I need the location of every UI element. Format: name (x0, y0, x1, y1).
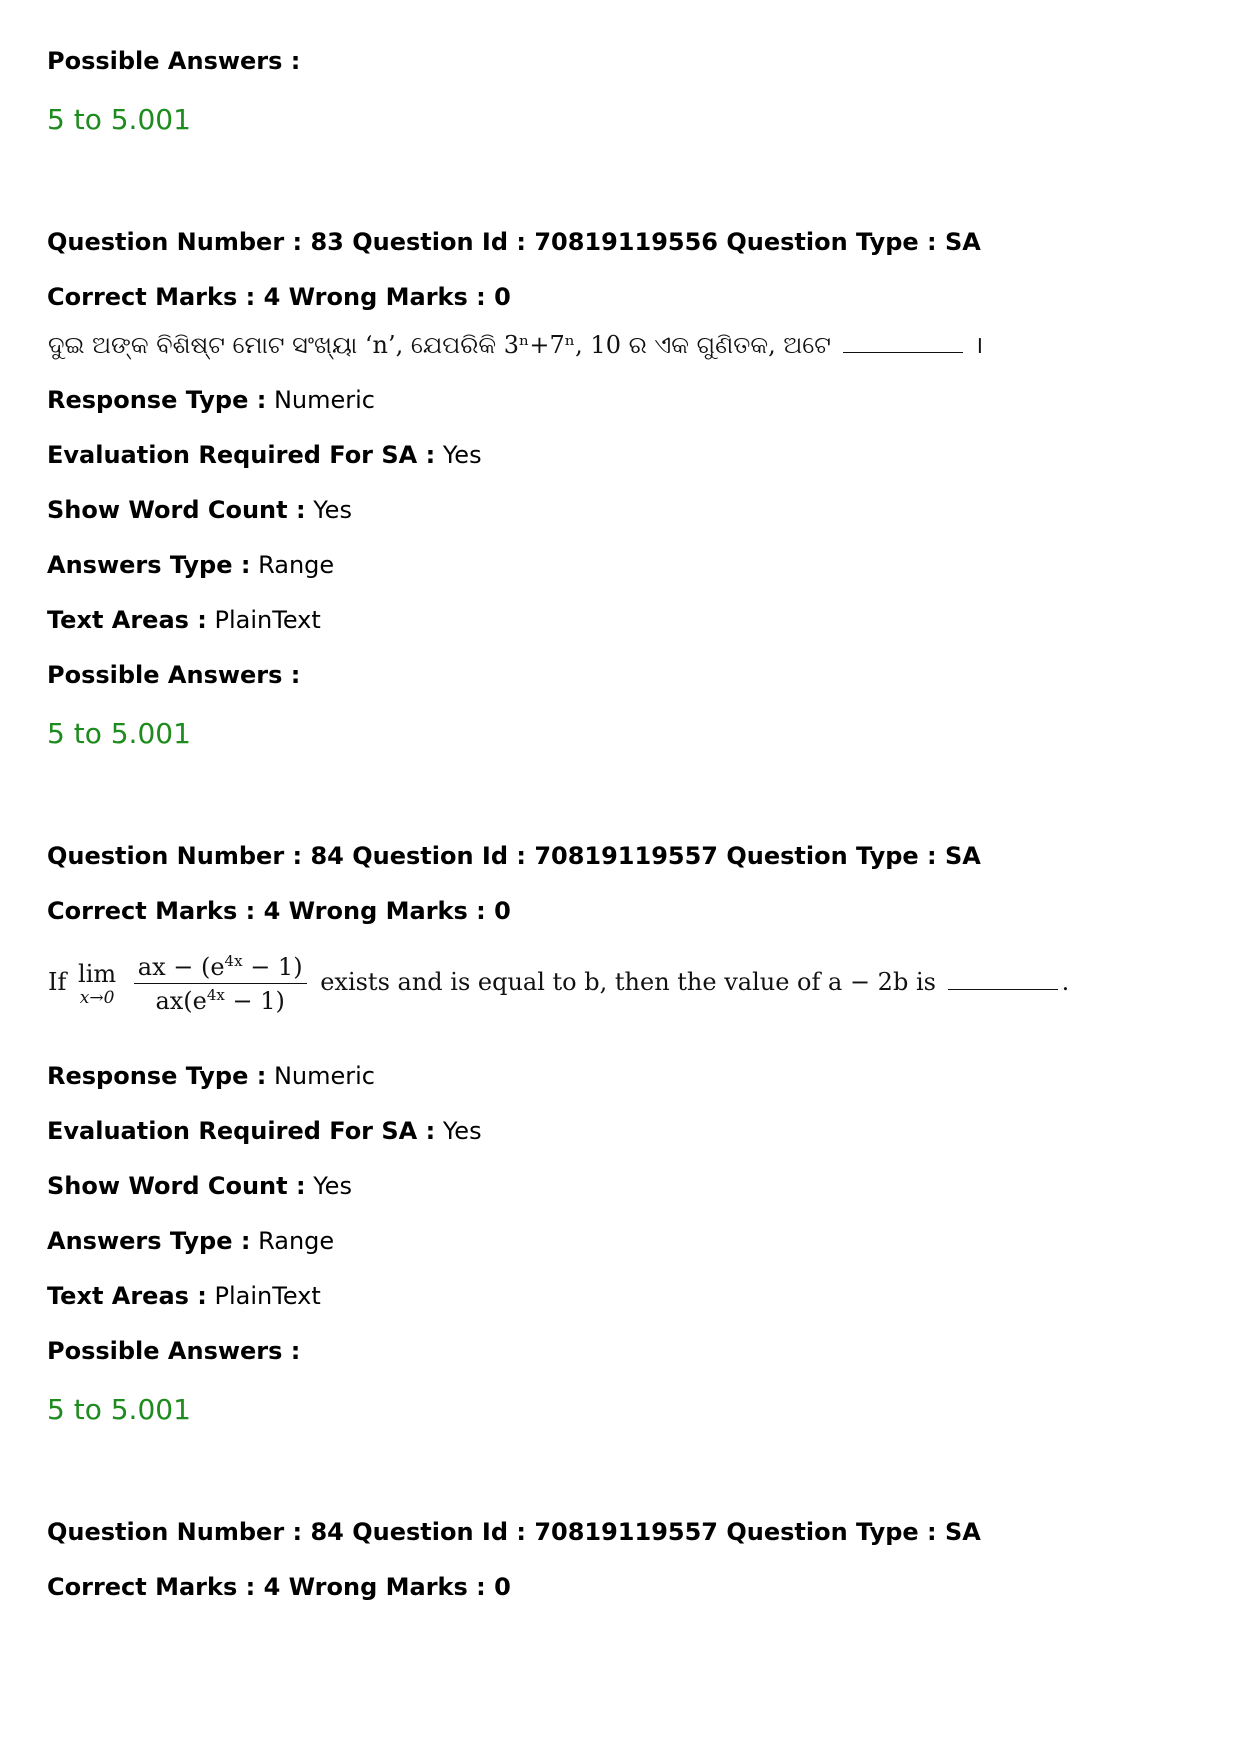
q84-end: . (1061, 968, 1070, 996)
lim-subscript: x→0 (79, 987, 115, 1008)
question-84b-header: Question Number : 84 Question Id : 70819119557 Question Type : SA (47, 1518, 981, 1546)
value: PlainText (214, 606, 321, 634)
value: Range (258, 1227, 335, 1255)
q83-possible-answers-label: Possible Answers : (47, 661, 301, 689)
limit-operator (78, 960, 116, 1008)
question-83-text (48, 328, 983, 361)
answer-blank (843, 334, 963, 353)
q84-evaluation-required (47, 1116, 482, 1146)
possible-answers-label: Possible Answers : (47, 47, 301, 75)
question-84b-marks: Correct Marks : 4 Wrong Marks : 0 (47, 1573, 511, 1601)
value: PlainText (214, 1282, 321, 1310)
q84-possible-answers-label: Possible Answers : (47, 1337, 301, 1365)
label: Answers Type : (47, 551, 251, 579)
q84-possible-answer-value: 5 to 5.001 (47, 1393, 191, 1426)
num-exponent: 4x (224, 952, 243, 970)
label: Evaluation Required For SA : (47, 441, 436, 469)
fraction-denominator (134, 984, 307, 1015)
den-part-a: ax(e (155, 987, 207, 1015)
q83-answers-type (47, 550, 334, 580)
question-84-header: Question Number : 84 Question Id : 70819119557 Question Type : SA (47, 842, 981, 870)
q84-answers-type (47, 1226, 334, 1256)
answer-blank (948, 971, 1058, 990)
value: Yes (313, 496, 352, 524)
q84-if: If (48, 968, 67, 996)
label: Response Type : (47, 1062, 267, 1090)
q83-show-word-count (47, 495, 352, 525)
value: Numeric (273, 1062, 375, 1090)
value: Yes (313, 1172, 352, 1200)
lim-text: lim (78, 959, 117, 988)
q84-show-word-count (47, 1171, 352, 1201)
question-84-text (48, 952, 1069, 1015)
q83-possible-answer-value: 5 to 5.001 (47, 717, 191, 750)
question-84-marks: Correct Marks : 4 Wrong Marks : 0 (47, 897, 511, 925)
q83-evaluation-required (47, 440, 482, 470)
label: Evaluation Required For SA : (47, 1117, 436, 1145)
q84-text-areas (47, 1281, 321, 1311)
value: Yes (442, 1117, 482, 1145)
question-83-marks: Correct Marks : 4 Wrong Marks : 0 (47, 283, 511, 311)
possible-answer-value: 5 to 5.001 (47, 103, 191, 136)
label: Text Areas : (47, 606, 207, 634)
question-83-end: । (974, 331, 984, 359)
q84-rest-text: exists and is equal to b, then the value of a − 2b is (320, 968, 936, 996)
q84-response-type (47, 1061, 375, 1091)
den-part-b: − 1) (224, 987, 285, 1015)
value: Yes (442, 441, 482, 469)
num-part-a: ax − (e (137, 953, 225, 981)
q83-text-areas (47, 605, 321, 635)
fraction-numerator (134, 952, 307, 984)
value: Range (258, 551, 335, 579)
label: Text Areas : (47, 1282, 207, 1310)
label: Response Type : (47, 386, 267, 414)
question-83-header: Question Number : 83 Question Id : 70819119556 Question Type : SA (47, 228, 981, 256)
label: Show Word Count : (47, 496, 306, 524)
value: Numeric (273, 386, 375, 414)
limit-fraction (134, 952, 307, 1015)
num-part-b: − 1) (242, 953, 303, 981)
label: Answers Type : (47, 1227, 251, 1255)
label: Show Word Count : (47, 1172, 306, 1200)
q83-response-type (47, 385, 375, 415)
den-exponent: 4x (206, 986, 225, 1004)
question-83-odia-text: ଦୁଇ ଅଙ୍କ ବିଶିଷ୍ଟ ମୋଟ ସଂଖ୍ୟା ‘n’, ଯେପରିକି 3ⁿ+7ⁿ, 10 ର ଏକ ଗୁଣିତକ, ଅଟେ (48, 331, 831, 359)
